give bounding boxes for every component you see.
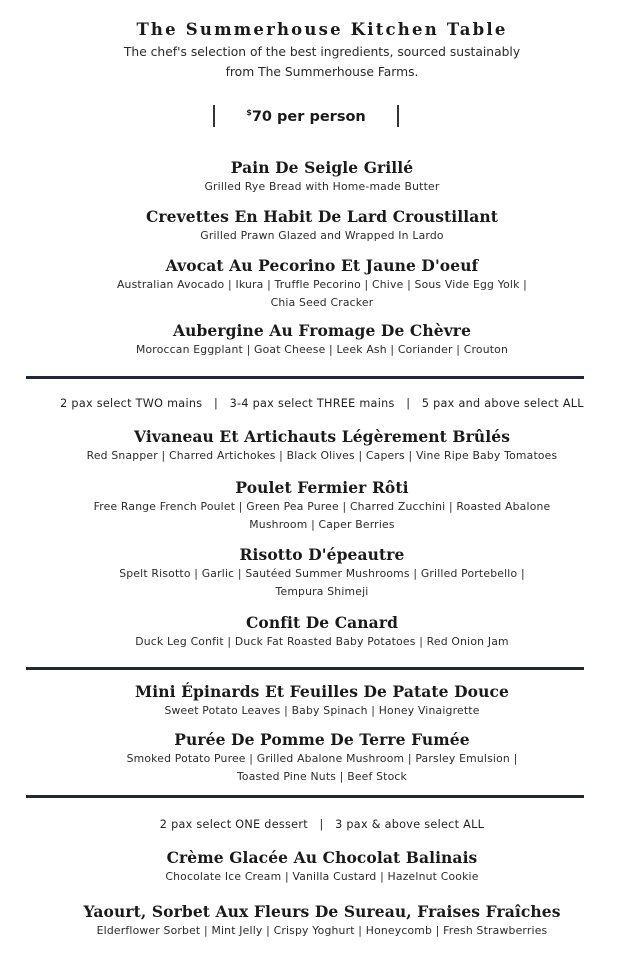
dish-name: Risotto D'épeautre — [239, 545, 405, 564]
dish-description: Mushroom | Caper Berries — [249, 518, 395, 531]
dish-item — [0, 545, 644, 601]
dish-name: Mini Épinards Et Feuilles De Patate Douce — [135, 682, 509, 701]
dish-description: Sweet Potato Leaves | Baby Spinach | Honey Vinaigrette — [164, 704, 480, 717]
dish-item — [0, 427, 644, 465]
dish-name: Poulet Fermier Rôti — [235, 478, 409, 497]
dish-description: Grilled Prawn Glazed and Wrapped In Lardo — [200, 229, 444, 242]
dish-description: Moroccan Eggplant | Goat Cheese | Leek Ash | Coriander | Crouton — [135, 343, 509, 356]
dessert-selection-rule: 2 pax select ONE dessert | 3 pax & above select ALL — [159, 818, 485, 831]
dish-item — [0, 207, 644, 245]
dish-description: Spelt Risotto | Garlic | Sautéed Summer Mushrooms | Grilled Portebello | — [119, 567, 525, 580]
price-label — [213, 108, 399, 125]
dish-item — [0, 321, 644, 359]
dish-description: Tempura Shimeji — [275, 585, 369, 598]
dish-item — [0, 256, 644, 312]
dish-name: Purée De Pomme De Terre Fumée — [174, 730, 470, 749]
dish-name: Aubergine Au Fromage De Chèvre — [172, 321, 472, 340]
dish-item — [0, 682, 644, 720]
dish-item — [0, 848, 644, 886]
dish-description: Smoked Potato Puree | Grilled Abalone Mushroom | Parsley Emulsion | — [126, 752, 518, 765]
price-divider-right — [397, 105, 399, 127]
dish-description: Red Snapper | Charred Artichokes | Black Olives | Capers | Vine Ripe Baby Tomatoes — [86, 449, 558, 462]
menu-subtitle — [0, 42, 644, 82]
dish-item — [0, 902, 644, 940]
dish-description: Chia Seed Cracker — [270, 296, 374, 309]
dish-name: Pain De Seigle Grillé — [230, 158, 414, 177]
price-banner — [213, 105, 401, 127]
dish-description: Duck Leg Confit | Duck Fat Roasted Baby Potatoes | Red Onion Jam — [135, 635, 509, 648]
dish-name: Crème Glacée Au Chocolat Balinais — [166, 848, 478, 867]
dish-description: Chocolate Ice Cream | Vanilla Custard | Hazelnut Cookie — [165, 870, 479, 883]
dish-item — [0, 478, 644, 534]
mains-selection-rule: 2 pax select TWO mains | 3-4 pax select THREE mains | 5 pax and above select ALL — [60, 397, 584, 410]
dish-description: Toasted Pine Nuts | Beef Stock — [236, 770, 408, 783]
section-divider — [26, 667, 584, 670]
dish-name: Crevettes En Habit De Lard Croustillant — [145, 207, 499, 226]
dish-description: Australian Avocado | Ikura | Truffle Pecorino | Chive | Sous Vide Egg Yolk | — [116, 278, 528, 291]
section-divider — [26, 795, 584, 798]
subtitle-line: The chef's selection of the best ingredients, sourced sustainably — [123, 45, 521, 59]
menu-title: The Summerhouse Kitchen Table — [136, 20, 508, 39]
dish-name: Confit De Canard — [245, 613, 399, 632]
dish-name: Vivaneau Et Artichauts Légèrement Brûlés — [133, 427, 511, 446]
dish-description: Elderflower Sorbet | Mint Jelly | Crispy Yoghurt | Honeycomb | Fresh Strawberries — [96, 924, 548, 937]
currency-symbol: $ — [246, 108, 252, 117]
price-text: 70 per person — [251, 109, 366, 125]
dish-description: Grilled Rye Bread with Home-made Butter — [204, 180, 440, 193]
dish-name: Avocat Au Pecorino Et Jaune D'oeuf — [165, 256, 479, 275]
dish-item — [0, 730, 644, 786]
dish-item — [0, 158, 644, 196]
dish-description: Free Range French Poulet | Green Pea Puree | Charred Zucchini | Roasted Abalone — [93, 500, 551, 513]
dish-name: Yaourt, Sorbet Aux Fleurs De Sureau, Fraises Fraîches — [83, 902, 561, 921]
subtitle-line: from The Summerhouse Farms. — [225, 65, 419, 79]
dish-item — [0, 613, 644, 651]
section-divider — [26, 376, 584, 379]
